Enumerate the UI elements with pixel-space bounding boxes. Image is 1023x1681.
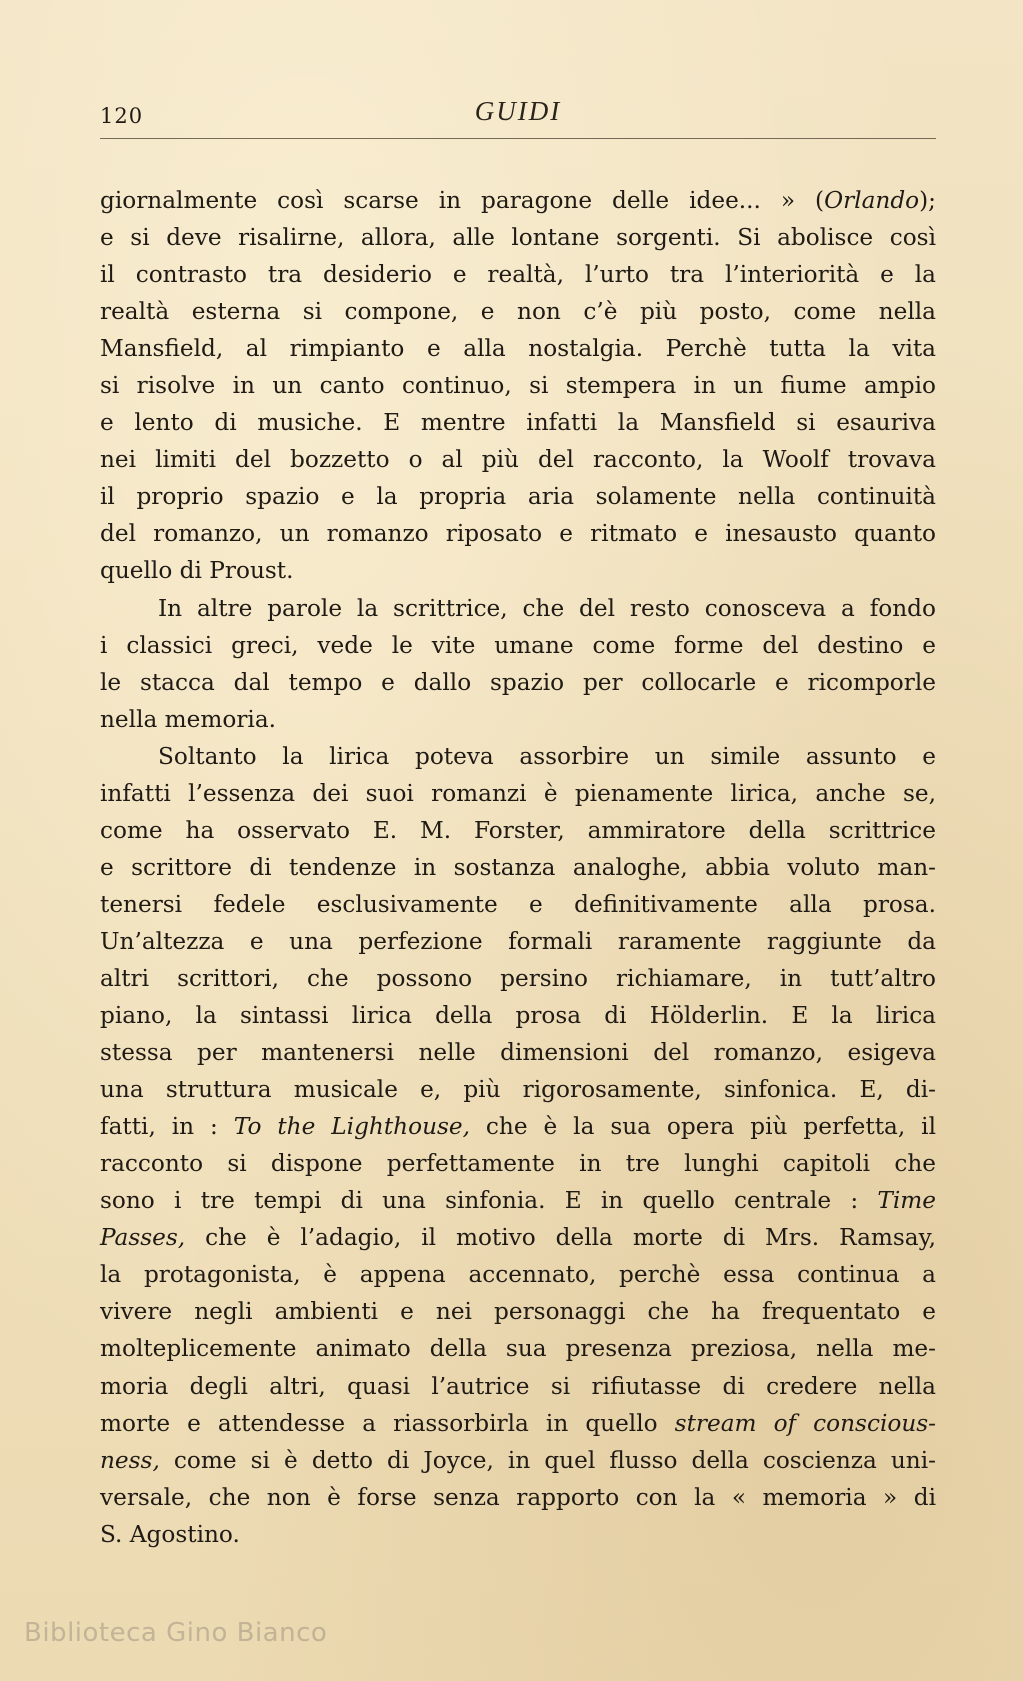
text-line (100, 1479, 936, 1516)
running-head: GUIDI (474, 96, 562, 126)
text-segment: il proprio spazio e la propria aria solamente nella continuità (100, 483, 936, 511)
text-segment: e lento di musiche. E mentre infatti la Mansfield si esauriva (100, 409, 936, 437)
text-segment: stessa per mantenersi nelle dimensioni del romanzo, esigeva (100, 1039, 936, 1067)
text-segment: nella memoria. (100, 705, 277, 733)
text-segment: versale, che non è forse senza rapporto con la « memoria » di (100, 1483, 936, 1511)
text-line (100, 182, 936, 219)
text-line (100, 478, 936, 515)
text-line (100, 627, 936, 664)
text-line (100, 293, 936, 330)
text-segment: In altre parole la scrittrice, che del resto conosceva a fondo (158, 594, 936, 622)
text-segment: come si è detto di Joyce, in quel flusso della coscienza uni- (159, 1446, 936, 1474)
text-segment: e scrittore di tendenze in sostanza analoghe, abbia voluto man- (100, 853, 936, 881)
text-line (100, 1256, 936, 1293)
text-segment: fatti, in : (100, 1113, 234, 1141)
text-line (100, 441, 936, 478)
text-segment: che è la sua opera più perfetta, il (470, 1113, 936, 1141)
text-line (100, 1182, 936, 1219)
text-segment: i classici greci, vede le vite umane come forme del destino e (100, 631, 936, 659)
italic-segment: To the Lighthouse, (233, 1113, 470, 1141)
italic-segment: Time (877, 1187, 936, 1215)
text-segment: la protagonista, è appena accennato, perchè essa continua a (100, 1261, 936, 1289)
text-line (100, 330, 936, 367)
text-segment: Soltanto la lirica poteva assorbire un simile assunto e (158, 742, 936, 770)
text-segment: vivere negli ambienti e nei personaggi che ha frequentato e (100, 1298, 936, 1326)
text-line (100, 1442, 936, 1479)
text-line (100, 1145, 936, 1182)
text-segment: nei limiti del bozzetto o al più del racconto, la Woolf trovava (100, 446, 936, 474)
text-segment: quello di Proust. (100, 557, 294, 585)
text-segment: si risolve in un canto continuo, si stempera in un fiume ampio (100, 372, 936, 400)
text-segment: Mansfield, al rimpianto e alla nostalgia. Perchè tutta la vita (100, 335, 936, 363)
text-line (100, 367, 936, 404)
library-watermark: Biblioteca Gino Bianco (24, 1618, 328, 1648)
italic-segment: Passes, (100, 1224, 186, 1252)
text-line (100, 1368, 936, 1405)
text-segment: racconto si dispone perfettamente in tre lunghi capitoli che (100, 1150, 936, 1178)
text-line (100, 775, 936, 812)
text-line (100, 849, 936, 886)
text-segment: tenersi fedele esclusivamente e definitivamente alla prosa. (100, 890, 936, 918)
text-line (100, 515, 936, 552)
text-line (100, 997, 936, 1034)
text-segment: che è l’adagio, il motivo della morte di Mrs. Ramsay, (185, 1224, 936, 1252)
italic-segment: ness, (100, 1446, 160, 1474)
text-line (100, 1516, 936, 1553)
text-line (100, 1405, 936, 1442)
text-segment: molteplicemente animato della sua presenza preziosa, nella me- (100, 1335, 936, 1363)
page-header (100, 96, 936, 136)
text-line (100, 1034, 936, 1071)
text-segment: come ha osservato E. M. Forster, ammiratore della scrittrice (100, 816, 936, 844)
text-segment: giornalmente così scarse in paragone delle idee... » ( (100, 187, 825, 214)
header-rule (100, 138, 936, 139)
text-line (100, 1071, 936, 1108)
page-number: 120 (100, 104, 144, 128)
text-line (100, 960, 936, 997)
text-segment: infatti l’essenza dei suoi romanzi è pienamente lirica, anche se, (100, 779, 936, 807)
text-line (100, 1108, 936, 1145)
text-segment: del romanzo, un romanzo riposato e ritmato e inesausto quanto (100, 520, 936, 548)
text-segment: il contrasto tra desiderio e realtà, l’urto tra l’interiorità e la (100, 261, 936, 289)
text-line (100, 1219, 936, 1256)
text-segment: le stacca dal tempo e dallo spazio per collocarle e ricomporle (100, 668, 936, 696)
text-line (100, 923, 936, 960)
italic-segment: Orlando (824, 187, 920, 214)
text-line (100, 738, 936, 775)
text-segment: piano, la sintassi lirica della prosa di Hölderlin. E la lirica (100, 1002, 936, 1030)
text-line (100, 1293, 936, 1330)
text-segment: ); (919, 187, 936, 214)
text-line (100, 1330, 936, 1367)
text-segment: e si deve risalirne, allora, alle lontane sorgenti. Si abolisce così (100, 224, 936, 252)
text-line (100, 404, 936, 441)
text-line (100, 701, 936, 738)
text-segment: moria degli altri, quasi l’autrice si rifiutasse di credere nella (100, 1372, 936, 1400)
text-line (100, 552, 936, 589)
text-segment: morte e attendesse a riassorbirla in quello (100, 1409, 675, 1437)
text-line (100, 590, 936, 627)
text-segment: altri scrittori, che possono persino richiamare, in tutt’altro (100, 964, 936, 992)
text-line (100, 812, 936, 849)
text-segment: una struttura musicale e, più rigorosamente, sinfonica. E, di- (100, 1076, 936, 1104)
text-line (100, 664, 936, 701)
text-segment: sono i tre tempi di una sinfonia. E in quello centrale : (100, 1187, 878, 1215)
text-segment: realtà esterna si compone, e non c’è più posto, come nella (100, 298, 936, 326)
text-segment: Un’altezza e una perfezione formali raramente raggiunte da (100, 927, 936, 955)
text-line (100, 219, 936, 256)
text-segment: S. Agostino. (100, 1520, 240, 1548)
text-line (100, 886, 936, 923)
body-text (100, 182, 936, 1553)
text-line (100, 256, 936, 293)
italic-segment: stream of conscious- (674, 1409, 936, 1437)
